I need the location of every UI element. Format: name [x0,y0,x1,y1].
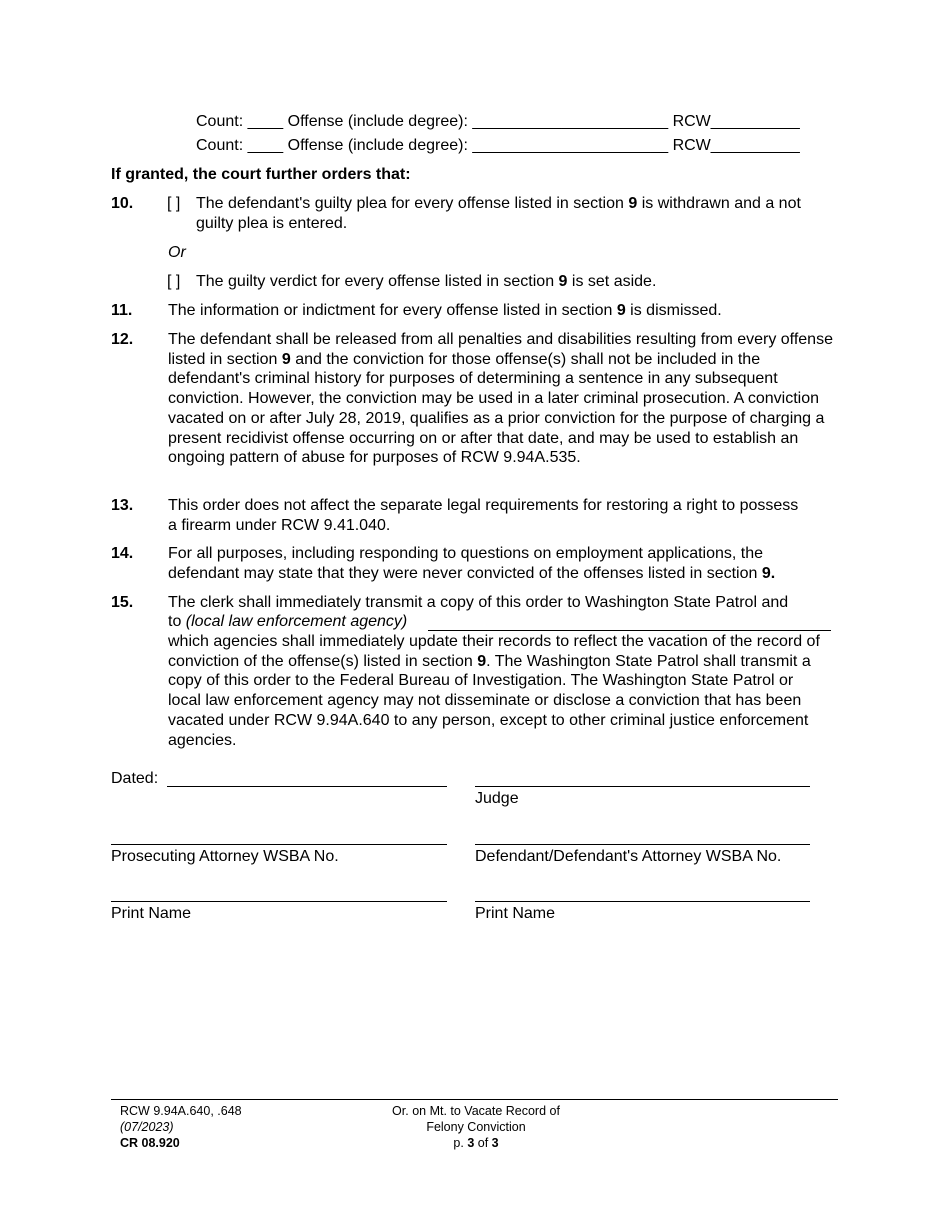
agency-input-line[interactable] [428,630,831,631]
rcw-label: RCW__________ [672,113,800,130]
count-line-1 [196,112,800,132]
item-number-12: 12. [111,331,134,348]
print-name-label-left: Print Name [111,905,192,922]
item-14-text: For all purposes, including responding to questions on employment applications, the defendant may state that they were never convicted of the offenses listed in section 9. [168,545,776,582]
dated-label: Dated: [111,770,159,787]
agency-label: (local law enforcement agency) [185,613,408,630]
item-11-text: The information or indictment for every offense listed in section 9 is dismissed. [168,302,722,319]
count-label: Count: ____ [196,113,284,130]
rcw-label: RCW__________ [672,137,800,154]
checkbox-verdict-set-aside[interactable]: [ ] [167,273,181,290]
defendant-signature-line[interactable] [475,844,810,845]
footer-title-line-2: Felony Conviction [426,1120,526,1134]
offense-label: Offense (include degree): ______________________ [287,137,669,154]
dated-signature-line[interactable] [167,786,447,787]
defendant-label: Defendant/Defendant's Attorney WSBA No. [475,848,782,865]
print-name-label-right: Print Name [475,905,556,922]
print-name-line-right[interactable] [475,901,810,902]
footer-left [120,1103,242,1151]
item-15-line-1: The clerk shall immediately transmit a copy of this order to Washington State Patrol and [168,594,789,611]
item-number-14: 14. [111,545,134,562]
footer-rcw: RCW 9.94A.640, .648 [120,1104,242,1118]
item-number-15: 15. [111,594,134,611]
checkbox-plea-withdrawn[interactable]: [ ] [167,195,181,212]
count-label: Count: ____ [196,137,284,154]
prosecutor-label: Prosecuting Attorney WSBA No. [111,848,339,865]
or-label: Or [168,244,186,261]
footer-date: (07/2023) [120,1120,174,1134]
footer-divider [111,1099,838,1100]
item-10b-text: The guilty verdict for every offense listed in section 9 is set aside. [196,273,657,290]
item-13-text: This order does not affect the separate legal requirements for restoring a right to possess a firearm under RCW 9.41.040. [168,497,799,534]
footer-form-number: CR 08.920 [120,1136,180,1150]
prosecutor-signature-line[interactable] [111,844,447,845]
item-number-10: 10. [111,195,134,212]
offense-label: Offense (include degree): ______________________ [287,113,669,130]
judge-signature-line[interactable] [475,786,810,787]
orders-heading: If granted, the court further orders that: [111,166,411,183]
item-10-text: The defendant's guilty plea for every offense listed in section 9 is withdrawn and a not guilty plea is entered. [196,195,801,232]
footer-center [346,1103,606,1151]
item-number-11: 11. [111,302,133,319]
print-name-line-left[interactable] [111,901,447,902]
footer-page-number: p. 3 of 3 [453,1136,499,1150]
footer-title-line-1: Or. on Mt. to Vacate Record of [392,1104,560,1118]
item-15-agency-line: to (local law enforcement agency) [168,613,408,630]
item-number-13: 13. [111,497,134,514]
item-12-text: The defendant shall be released from all penalties and disabilities resulting from every offense listed in section 9 and the conviction for those offense(s) shall not be included in the defendant's criminal history for purposes of determining a sentence in any subsequent conviction. However, the conviction may be used in a later criminal prosecution. A conviction vacated on or after July 28, 2019, qualifies as a prior conviction for the purpose of charging a present recidivist offense occurring on or after that date, and may be used to establish an ongoing pattern of abuse for purposes of RCW 9.94A.535. [168,331,833,467]
item-15-text: which agencies shall immediately update their records to reflect the vacation of the record of conviction of the offense(s) listed in section 9. The Washington State Patrol shall transmit a copy of this order to the Federal Bureau of Investigation. The Washington State Patrol or local law enforcement agency may not disseminate or disclose a conviction that has been vacated under RCW 9.94A.640 to any person, except to other criminal justice enforcement agencies. [168,633,820,749]
judge-label: Judge [475,790,519,807]
count-line-2 [196,136,800,156]
